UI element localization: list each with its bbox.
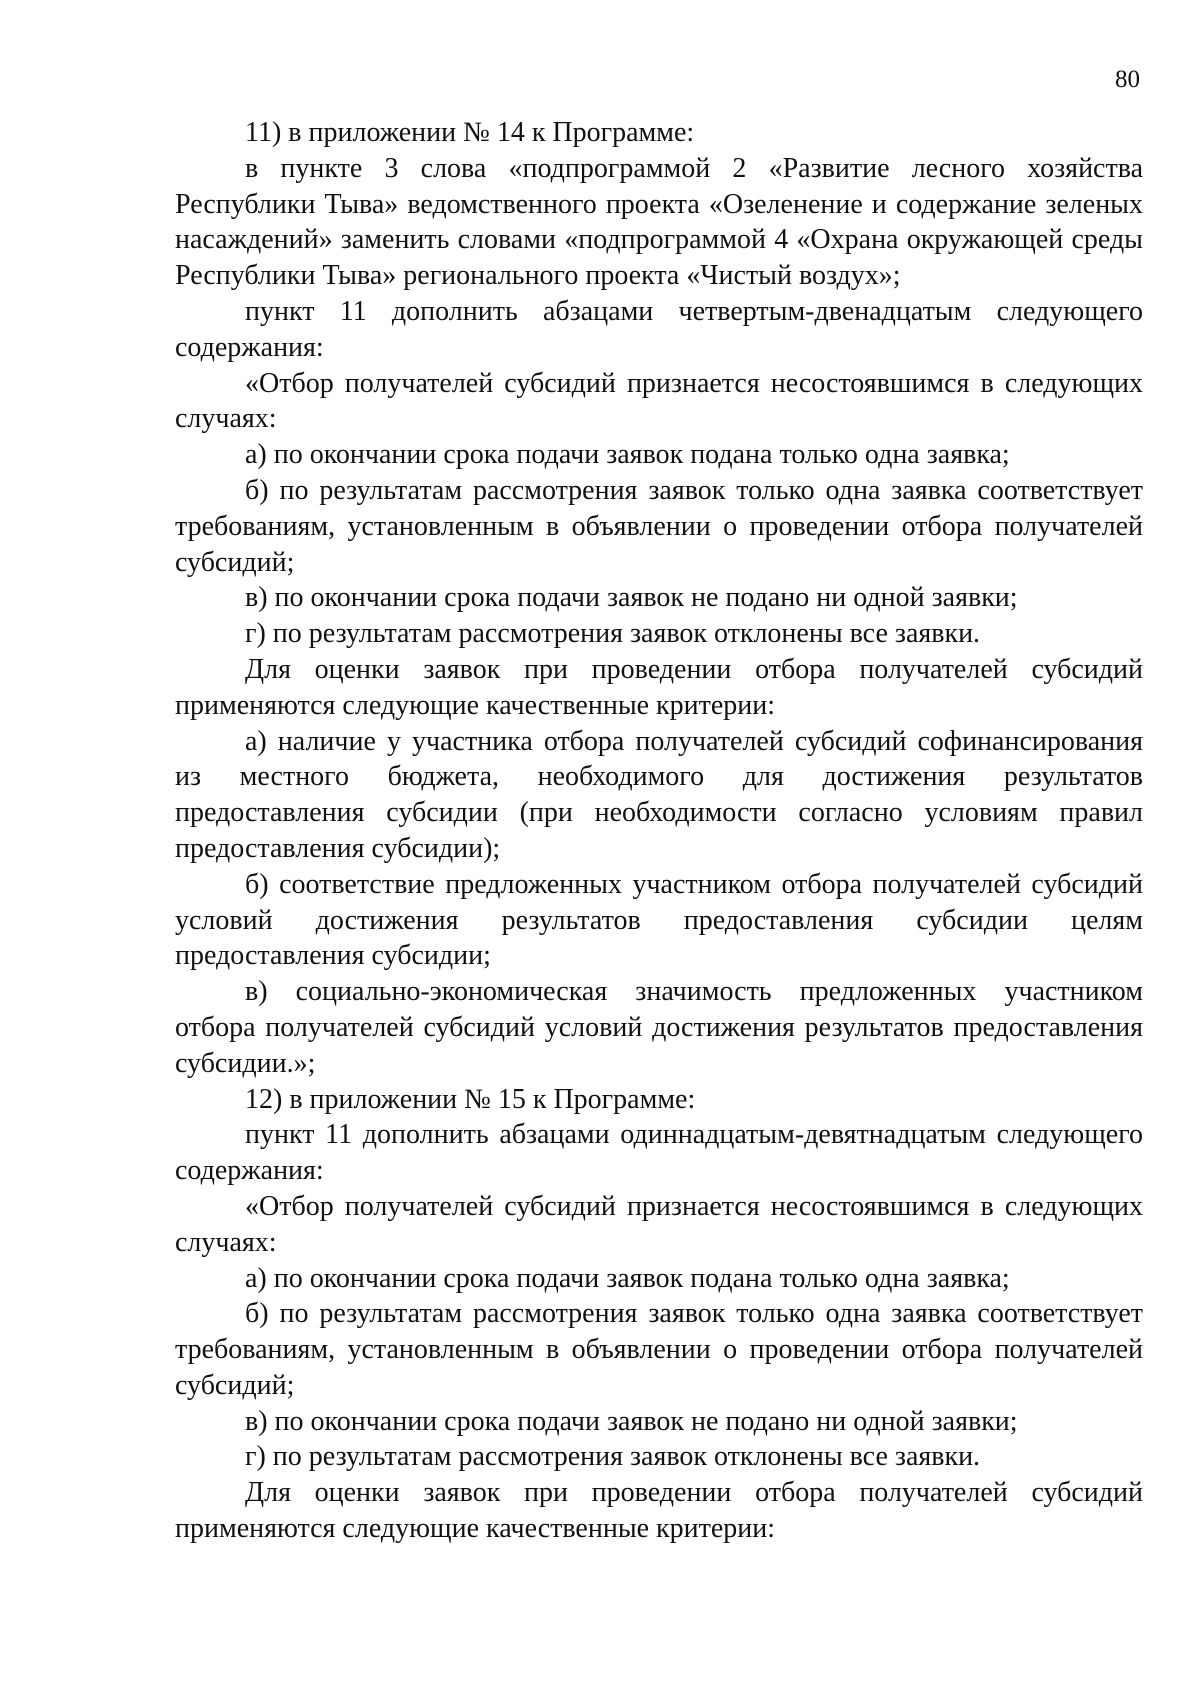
paragraph: пункт 11 дополнить абзацами четвертым-двенадцатым следующего содержания: [175,295,1143,363]
document-body [175,115,1143,1547]
paragraph: в) социально-экономическая значимость предложенных участником отбора получателей субсидий условий достижения результатов предоставления субсидии.»; [175,976,1143,1079]
paragraph: «Отбор получателей субсидий признается несостоявшимся в следующих случаях: [175,367,1143,435]
paragraph: а) по окончании срока подачи заявок подана только одна заявка; [245,1262,1010,1294]
paragraph: Для оценки заявок при проведении отбора получателей субсидий применяются следующие качественные критерии: [175,1477,1143,1545]
paragraph: «Отбор получателей субсидий признается несостоявшимся в следующих случаях: [175,1190,1143,1258]
paragraph: Для оценки заявок при проведении отбора получателей субсидий применяются следующие качественные критерии: [175,653,1143,721]
paragraph: а) наличие у участника отбора получателей субсидий софинансирования из местного бюджета, необходимого для достижения результатов предоставления субсидии (при необходимости согласно условиям правил предоставления субсидии); [175,725,1143,864]
paragraph: б) по результатам рассмотрения заявок только одна заявка соответствует требованиям, установленным в объявлении о проведении отбора получателей субсидий; [175,1298,1143,1401]
paragraph: б) по результатам рассмотрения заявок только одна заявка соответствует требованиям, установленным в объявлении о проведении отбора получателей субсидий; [175,474,1143,578]
paragraph: б) соответствие предложенных участником отбора получателей субсидий условий достижения результатов предоставления субсидии целям предоставления субсидии; [175,868,1143,972]
paragraph: в) по окончании срока подачи заявок не подано ни одной заявки; [245,1405,1018,1437]
paragraph: 12) в приложении № 15 к Программе: [245,1083,696,1115]
paragraph: в пункте 3 слова «подпрограммой 2 «Развитие лесного хозяйства Республики Тыва» ведомственного проекта «Озеленение и содержание зеленых насаждений» заменить словами «подпрограммой 4 «Охрана окружающей среды Республики Тыва» регионального проекта «Чистый воздух»; [175,152,1143,292]
paragraph: г) по результатам рассмотрения заявок отклонены все заявки. [245,1441,981,1473]
paragraph: а) по окончании срока подачи заявок подана только одна заявка; [245,439,1010,471]
paragraph: 11) в приложении № 14 к Программе: [245,117,695,148]
page-number: 80 [1115,66,1140,93]
paragraph: пункт 11 дополнить абзацами одиннадцатым-девятнадцатым следующего содержания: [175,1119,1143,1187]
paragraph: в) по окончании срока подачи заявок не подано ни одной заявки; [245,582,1018,614]
paragraph: г) по результатам рассмотрения заявок отклонены все заявки. [245,618,981,650]
